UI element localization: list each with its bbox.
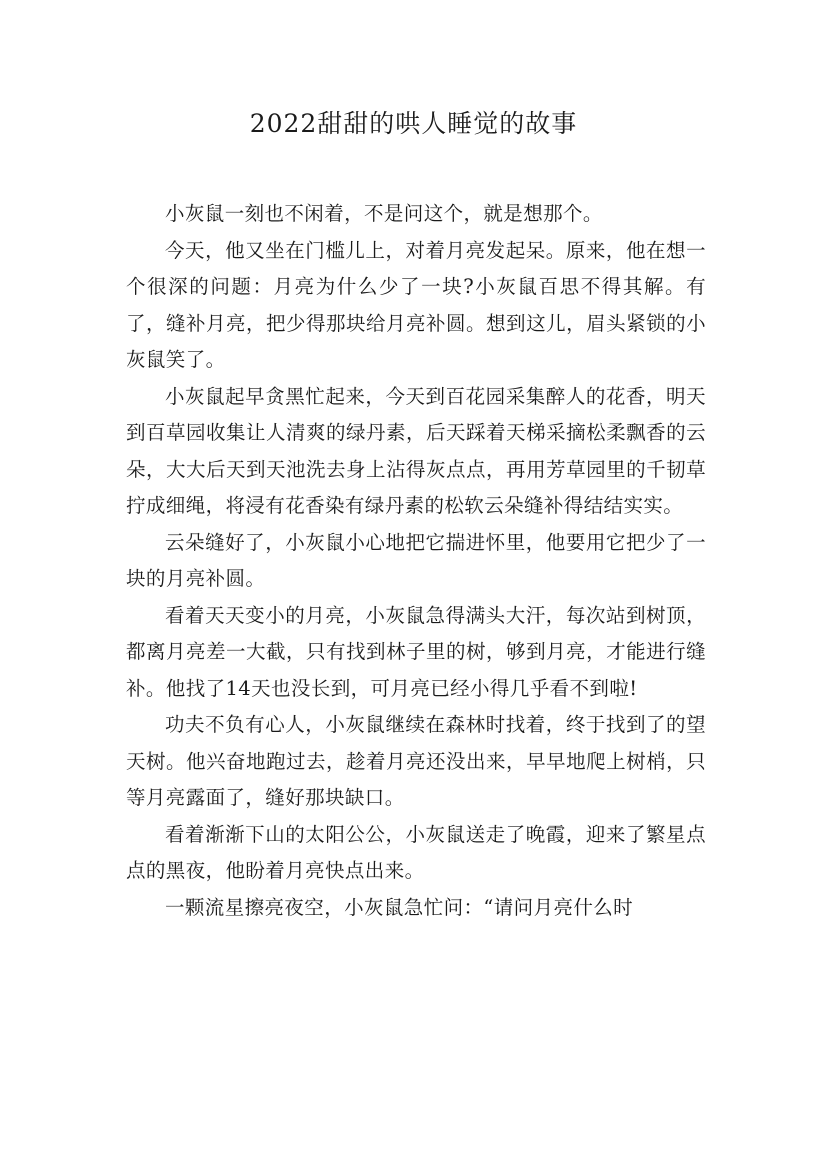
paragraph: 看着渐渐下山的太阳公公，小灰鼠送走了晚霞，迎来了繁星点点的黑夜，他盼着月亮快点出来。 [126, 822, 706, 882]
paragraph: 今天，他又坐在门槛儿上，对着月亮发起呆。原来，他在想一个很深的问题：月亮为什么少了一块?小灰鼠百思不得其解。有了，缝补月亮，把少得那块给月亮补圆。想到这儿，眉头紧锁的小灰鼠笑了。 [126, 238, 706, 371]
paragraph: 小灰鼠起早贪黑忙起来，今天到百花园采集醉人的花香，明天到百草园收集让人清爽的绿丹素，后天踩着天梯采摘松柔飘香的云朵，大大后天到天池洗去身上沾得灰点点，再用芳草园里的千韧草拧成细绳，将浸有花香染有绿丹素的松软云朵缝补得结结实实。 [126, 384, 706, 517]
paragraph: 功夫不负有心人，小灰鼠继续在森林时找着，终于找到了的望天树。他兴奋地跑过去，趁着月亮还没出来，早早地爬上树梢，只等月亮露面了，缝好那块缺口。 [126, 713, 706, 809]
document-title: 2022甜甜的哄人睡觉的故事 [249, 109, 578, 138]
document-body [126, 196, 706, 926]
paragraph: 小灰鼠一刻也不闲着，不是问这个，就是想那个。 [165, 202, 603, 225]
paragraph: 云朵缝好了，小灰鼠小心地把它揣进怀里，他要用它把少了一块的月亮补圆。 [126, 530, 706, 590]
paragraph: 一颗流星擦亮夜空，小灰鼠急忙问：“请问月亮什么时 [165, 895, 634, 919]
paragraph: 看着天天变小的月亮，小灰鼠急得满头大汗，每次站到树顶，都离月亮差一大截，只有找到林子里的树，够到月亮，才能进行缝补。他找了14天也没长到，可月亮已经小得几乎看不到啦! [126, 603, 706, 700]
